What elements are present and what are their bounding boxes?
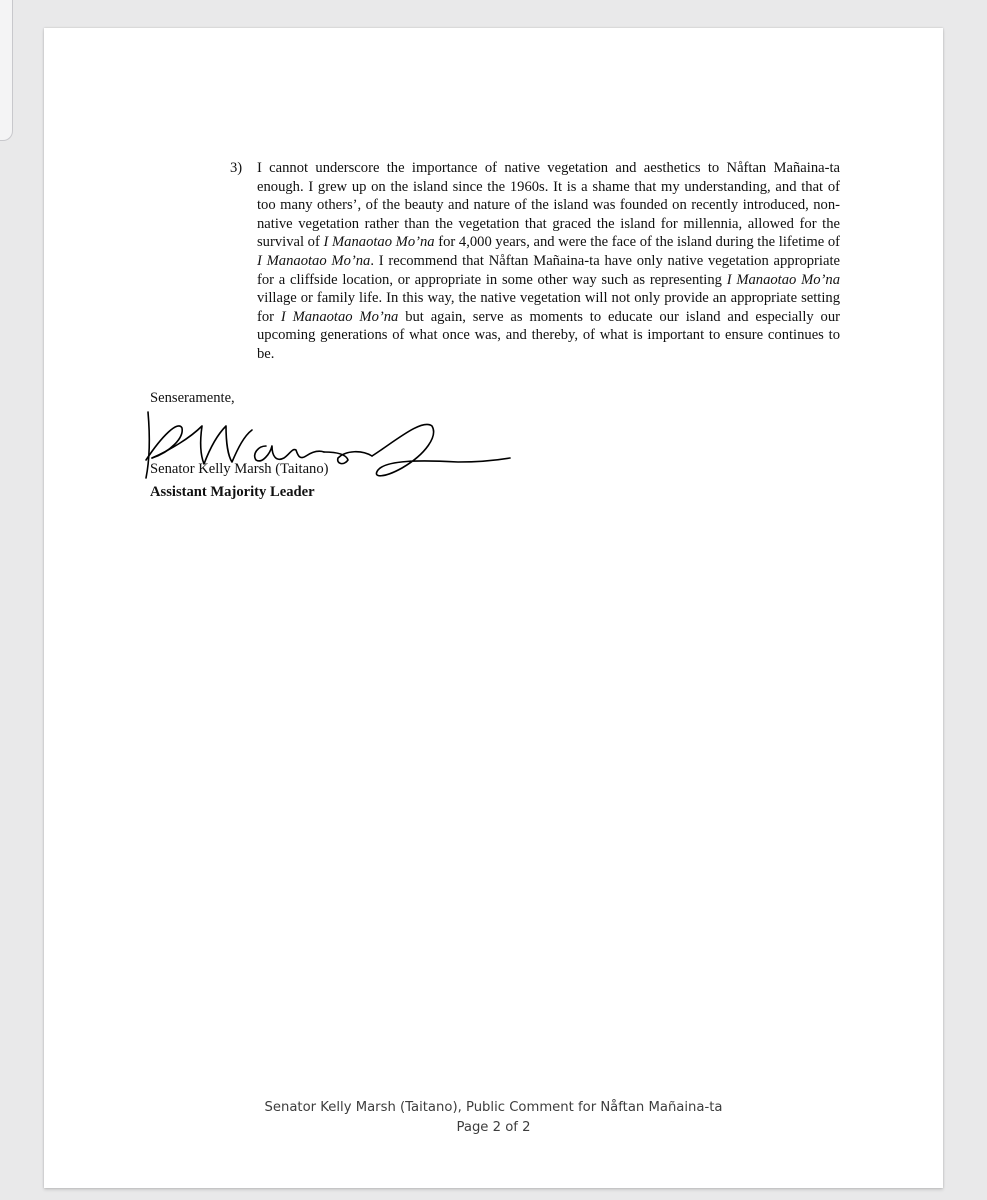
page-number: Page 2 of 2 <box>456 1120 531 1135</box>
footer-line: Senator Kelly Marsh (Taitano), Public Comment for Nåftan Mañaina-ta <box>264 1100 723 1115</box>
paragraph-run: for 4,000 years, and were the face of the island during the lifetime of <box>434 234 840 251</box>
paragraph <box>257 159 840 364</box>
signature-stroke <box>255 446 324 461</box>
signer-title: Assistant Majority Leader <box>150 484 315 500</box>
paragraph-run: . I recommend that Nåftan Mañaina-ta have only native vegetation appropriate for a cliffside location, or appropriate in some other way such as representing <box>257 252 840 288</box>
page-footer <box>44 1098 943 1138</box>
signature-stroke <box>146 426 182 460</box>
paragraph-italic-run: I Manaotao Mo’na <box>323 234 435 251</box>
paragraph-italic-run: I Manaotao Mo’na <box>257 252 371 269</box>
signature-stroke <box>324 452 372 464</box>
signature-stroke <box>146 412 149 478</box>
signature-stroke <box>152 426 252 464</box>
paragraph-italic-run: I Manaotao Mo’na <box>726 271 841 288</box>
signature-stroke <box>372 424 510 475</box>
sidebar-edge <box>0 0 13 141</box>
list-item-3 <box>230 159 840 364</box>
paragraph-italic-run: I Manaotao Mo’na <box>280 308 399 325</box>
list-item-number: 3) <box>230 160 243 176</box>
closing-salutation: Senseramente, <box>150 390 235 406</box>
document-page <box>44 28 943 1188</box>
paragraph-text <box>257 159 840 364</box>
signer-name: Senator Kelly Marsh (Taitano) <box>150 461 329 477</box>
paragraph-run: village or family life. In this way, the native vegetation will not only provide an appropriate setting for <box>257 290 840 325</box>
paragraph-run: I cannot underscore the importance of native vegetation and aesthetics to Nåftan Mañaina-ta enough. I grew up on the island since the 1960s. It is a shame that my understanding, and that of too many others’, of the beauty and nature of the island was founded on recently introduced, non-native vegetation rather than the vegetation that graced the island for millennia, allowed for the survival of <box>257 160 840 251</box>
paragraph-run: but again, serve as moments to educate our island and especially our upcoming generations of what once was, and thereby, of what is important to ensure continues to be. <box>257 308 840 362</box>
